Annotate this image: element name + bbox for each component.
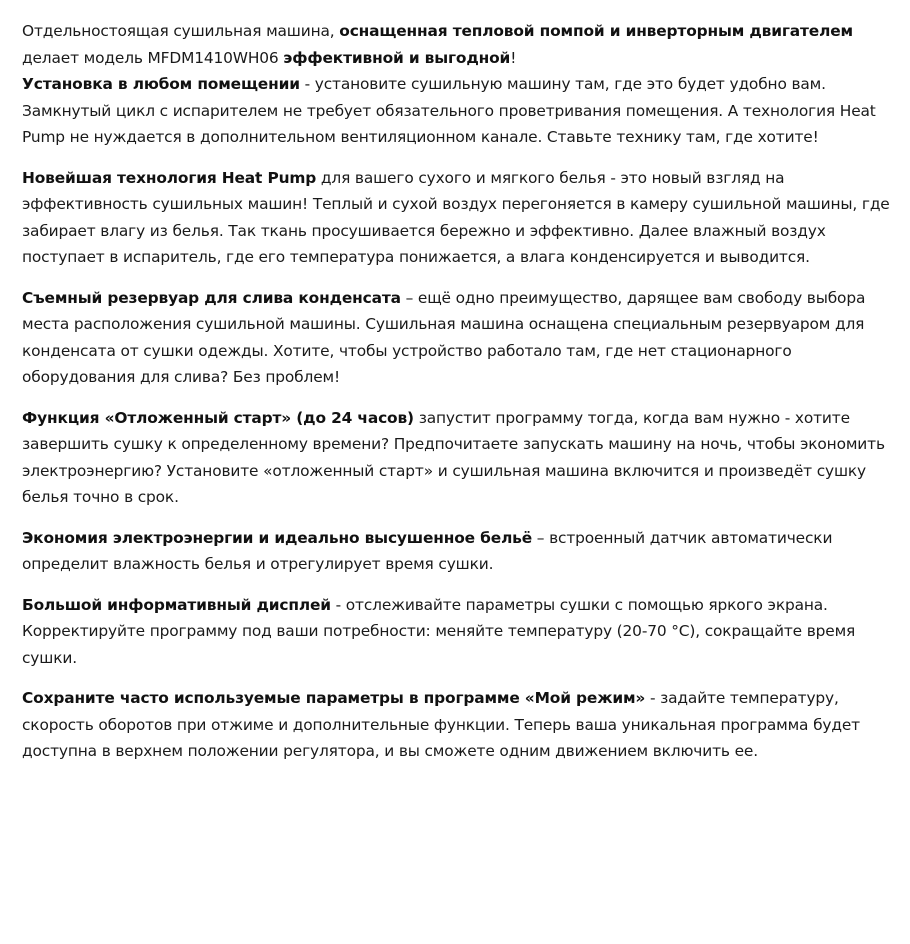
- feature-heading: Съемный резервуар для слива конденсата: [22, 288, 401, 307]
- feature-energy-saving: [22, 525, 896, 578]
- intro-text-model: делает модель MFDM1410WH06: [22, 48, 284, 67]
- feature-body: для вашего сухого и мягкого белья - это новый взгляд на эффективность сушильных машин! Теплый и сухой воздух перегоняется в камеру сушильной машины, где забирает влагу из белья. Так ткань просушивается бережно и эффективно. Далее влажный воздух поступает в испаритель, где его температура понижается, а влага конденсируется и выводится.: [22, 168, 890, 266]
- feature-heading: Экономия электроэнергии и идеально высушенное бельё: [22, 528, 533, 547]
- intro-text-end: !: [510, 48, 517, 67]
- feature-delayed-start: [22, 405, 896, 511]
- intro-text: Отдельностоящая сушильная машина,: [22, 22, 340, 40]
- feature-heat-pump: [22, 165, 896, 271]
- feature-heading: Новейшая технология Heat Pump: [22, 168, 317, 187]
- intro-paragraph: [22, 18, 896, 71]
- feature-heading: Установка в любом помещении: [22, 75, 300, 93]
- feature-body: - установите сушильную машину там, где это будет удобно вам. Замкнутый цикл с испарителем не требует обязательного проветривания помещения. А технология Heat Pump не нуждается в дополнительном вентиляционном канале. Ставьте технику там, где хотите!: [22, 75, 876, 146]
- intro-highlight-heat-pump: оснащенная тепловой помпой и инверторным двигателем: [339, 22, 853, 40]
- feature-body: запустит программу тогда, когда вам нужно - хотите завершить сушку к определенному времени? Предпочитаете запускать машину на ночь, чтобы экономить электроэнергию? Установите «отложенный старт» и сушильная машина включится и произведёт сушку белья точно в срок.: [22, 408, 885, 506]
- feature-heading: Большой информативный дисплей: [22, 595, 331, 614]
- feature-display: [22, 592, 896, 672]
- feature-condensate-tank: [22, 285, 896, 391]
- feature-body: – ещё одно преимущество, дарящее вам свободу выбора места расположения сушильной машины. Сушильная машина оснащена специальным резервуаром для конденсата от сушки одежды. Хотите, чтобы устройство работало там, где нет стационарного оборудования для слива? Без проблем!: [22, 288, 866, 386]
- feature-installation: [22, 71, 896, 151]
- feature-my-mode: [22, 685, 896, 765]
- feature-body: - отслеживайте параметры сушки с помощью яркого экрана. Корректируйте программу под ваши потребности: меняйте температуру (20-70 °C), сокращайте время сушки.: [22, 595, 856, 667]
- feature-body: - задайте температуру, скорость оборотов при отжиме и дополнительные функции. Теперь ваша уникальная программа будет доступна в верхнем положении регулятора, и вы сможете одним движением включить ее.: [22, 689, 860, 760]
- feature-heading: Сохраните часто используемые параметры в программе «Мой режим»: [22, 689, 646, 707]
- intro-highlight-efficient: эффективной и выгодной: [283, 48, 511, 67]
- feature-body: – встроенный датчик автоматически определит влажность белья и отрегулирует время сушки.: [22, 528, 833, 573]
- feature-heading: Функция «Отложенный старт» (до 24 часов): [22, 408, 414, 427]
